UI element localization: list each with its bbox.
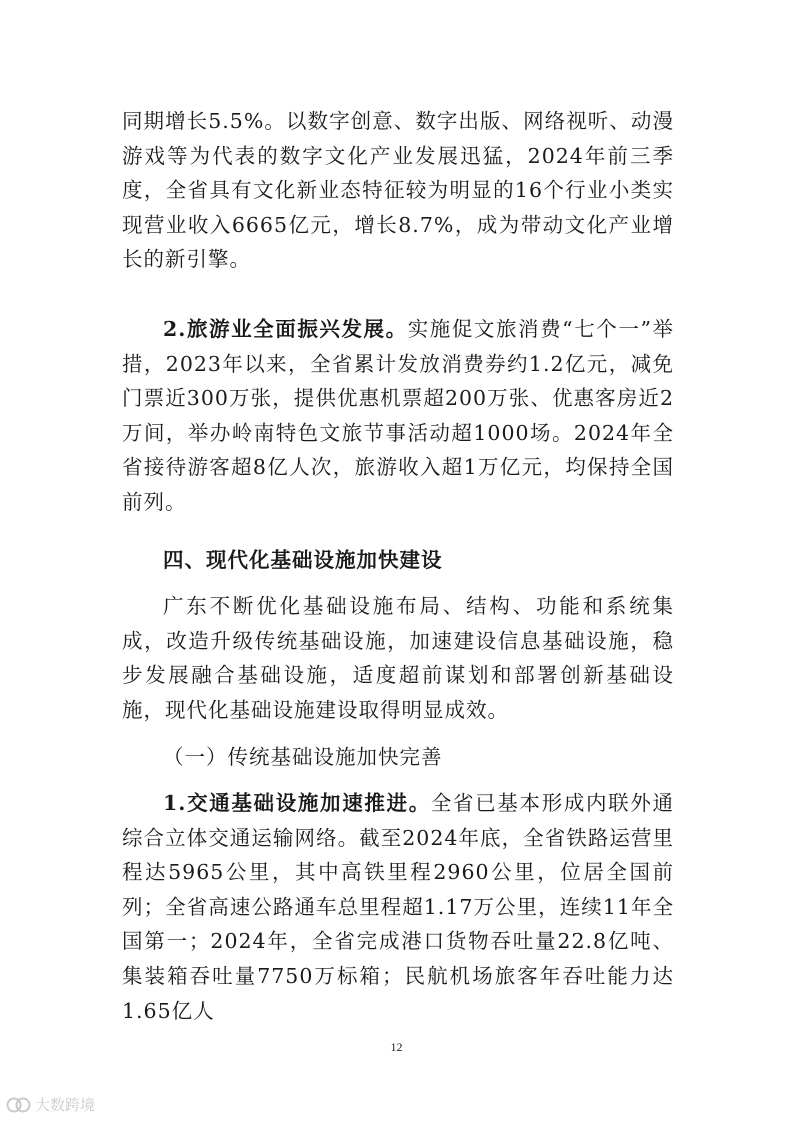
paragraph-transport xyxy=(122,786,674,1028)
paragraph-lead: 2.旅游业全面振兴发展。 xyxy=(163,317,408,341)
paragraph-text: 同期增长5.5%。以数字创意、数字出版、网络视听、动漫游戏等为代表的数字文化产业发展迅猛，2024年前三季度，全省具有文化新业态特征较为明显的16个行业小类实现营业收入6665亿元，增长8.7%，成为带动文化产业增长的新引擎。 xyxy=(122,109,674,272)
paragraph-infrastructure-intro xyxy=(122,589,674,727)
subsection-heading-text: （一）传统基础设施加快完善 xyxy=(163,745,443,769)
subsection-heading xyxy=(122,740,674,775)
paragraph-tourism xyxy=(122,312,674,520)
paragraph-text: 实施促文旅消费“七个一”举措，2023年以来，全省累计发放消费券约1.2亿元，减免门票近300万张，提供优惠机票超200万张、优惠客房近2万间，举办岭南特色文旅节事活动超1000场。2024年全省接待游客超8亿人次，旅游收入超1万亿元，均保持全国前列。 xyxy=(122,317,674,514)
watermark-text: 大数跨境 xyxy=(35,1096,96,1114)
paragraph-lead: 1.交通基础设施加速推进。 xyxy=(163,791,431,815)
page-number: 12 xyxy=(390,1040,403,1054)
section-heading xyxy=(122,543,674,578)
paragraph-digital-culture xyxy=(122,104,674,277)
section-heading-text: 四、现代化基础设施加快建设 xyxy=(163,548,443,572)
paragraph-text: 全省已基本形成内联外通综合立体交通运输网络。截至2024年底，全省铁路运营里程达5965公里，其中高铁里程2960公里，位居全国前列；全省高速公路通车总里程超1.17万公里，连续11年全国第一；2024年，全省完成港口货物吞吐量22.8亿吨、集装箱吞吐量7750万标箱；民航机场旅客年吞吐能力达1.65亿人 xyxy=(122,791,675,1023)
watermark-logo-icon xyxy=(6,1096,32,1114)
watermark xyxy=(6,1094,95,1115)
paragraph-text: 广东不断优化基础设施布局、结构、功能和系统集成，改造升级传统基础设施，加速建设信息基础设施，稳步发展融合基础设施，适度超前谋划和部署创新基础设施，现代化基础设施建设取得明显成效。 xyxy=(122,594,674,722)
